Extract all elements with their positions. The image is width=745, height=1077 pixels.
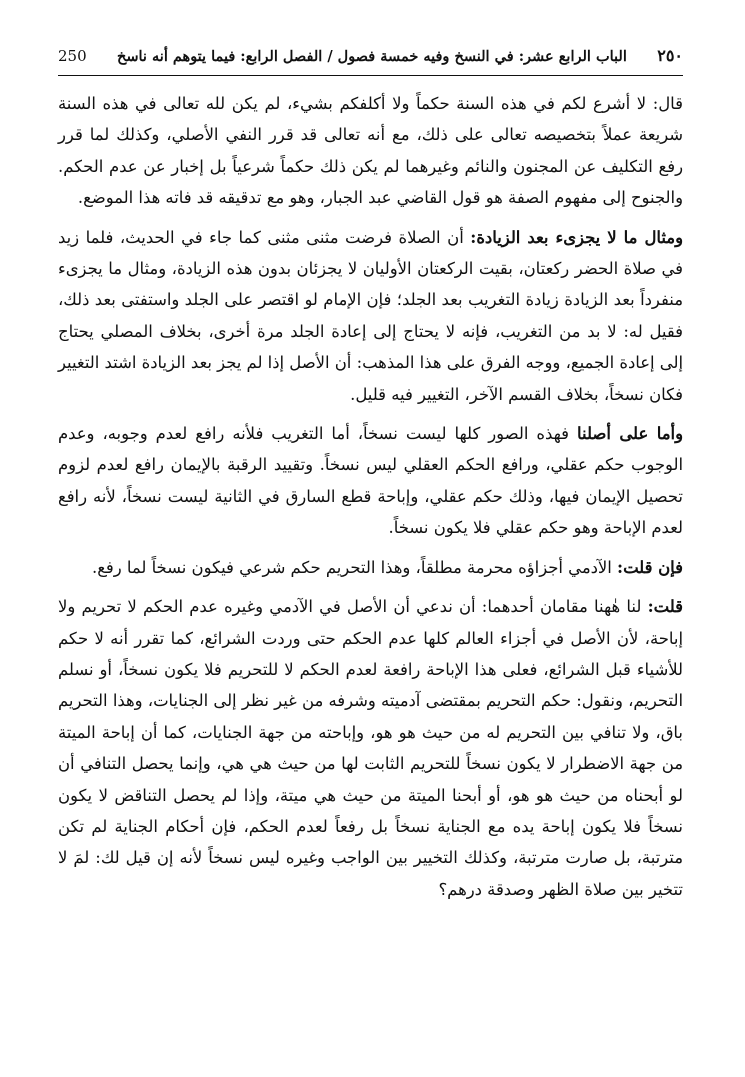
body-text: [58, 88, 683, 905]
paragraph: [58, 222, 683, 410]
running-title: الباب الرابع عشر: في النسخ وفيه خمسة فصول / الفصل الرابع: فيما يتوهم أنه ناسخ: [117, 48, 627, 65]
paragraph: [58, 552, 683, 583]
paragraph-text: قال: لا أشرع لكم في هذه السنة حكماً ولا أكلفكم بشيء، لم يكن لله تعالى في هذه السنة شريعة عملاً بتخصيصه تعالى على ذلك، مع أنه تعالى قد قرر النفي الأصلي، وكذلك لما قرر رفع التكليف عن المجنون والنائم وغيرهما لم يكن ذلك حكماً شرعياً بل إخبار عن عدم الحكم. والجنوح إلى مفهوم الصفة هو قول القاضي عبد الجبار، وهو مع تدقيقه قد فاته هذا الموضع.: [58, 94, 683, 208]
paragraph: [58, 591, 683, 905]
paragraph-text: الآدمي أجزاؤه محرمة مطلقاً، وهذا التحريم حكم شرعي فيكون نسخاً لما رفع.: [92, 557, 618, 577]
header-rule: [58, 75, 683, 76]
paragraph-text: لنا هٰهنا مقامان أحدهما: أن ندعي أن الأصل في الآدمي وغيره عدم الحكم لا تحريم ولا إباحة، لأن الأصل في أجزاء العالم كلها عدم الحكم حتى وردت الشرائع، كما تقرر أنه لا حكم للأشياء قبل الشرائع، فعلى هذا الإباحة رافعة لعدم الحكم لا للتحريم فلا يكون نسخاً، أو نسلم التحريم، ونقول: حكم التحريم بمقتضى آدميته وشرفه من غير نظر إلى الجنايات، وهذا التحريم باق، ولا تنافي بين التحريم له من حيث هو هو، وإباحته من جهة الجنايات، كما أن إباحة الميتة من جهة الاضطرار لا يكون نسخاً للتحريم الثابت لها من حيث هي هي، وإنما يحصل التنافي أن لو أبحناه من حيث هو هو، أو أبحنا الميتة من حيث هي ميتة، وإذا لم يحصل التناقض لا يكون نسخاً فلا يكون إباحة يده مع الجناية نسخاً بل رفعاً لعدم الحكم، فإن أحكام الجناية لم تكن مترتبة، بل صارت مترتبة، وكذلك التخيير بين الواجب وغيره ليس نسخاً لأنه إن قيل لك: لمَ لا تتخير بين صلاة الظهر وصدقة درهم؟: [58, 597, 683, 899]
paragraph-lead: ومثال ما لا يجزىء بعد الزيادة:: [470, 227, 683, 247]
paragraph-lead: وأما على أصلنا: [577, 424, 683, 444]
paragraph-lead: فإن قلت:: [617, 557, 683, 577]
paragraph-text: فهذه الصور كلها ليست نسخاً، أما التغريب فلأنه رافع لعدم وجوبه، وعدم الوجوب حكم عقلي، ورافع الحكم العقلي ليس نسخاً. وتقييد الرقبة بالإيمان رافع لعدم لزوم تحصيل الإيمان فيها، وذلك حكم عقلي، وإباحة قطع السارق في الثانية ليست نسخاً، لأنه رافع لعدم الإباحة وهو حكم عقلي فلا يكون نسخاً.: [58, 424, 683, 538]
page-number-arabic: ٢٥٠: [657, 46, 683, 65]
paragraph: [58, 418, 683, 544]
page-number-latin: 250: [58, 47, 87, 65]
paragraph-lead: قلت:: [647, 597, 683, 617]
page-header: [58, 46, 683, 65]
paragraph-text: أن الصلاة فرضت مثنى مثنى كما جاء في الحديث، فلما زيد في صلاة الحضر ركعتان، بقيت الركعتان الأوليان لا يجزئان بدون هذه الزيادة، ومثال ما يجزىء منفرداً بعد الزيادة زيادة التغريب بعد الجلد؛ فإن الإمام لو اقتصر على الجلد واستفتى بعد ذلك، فقيل له: لا بد من التغريب، فإنه لا يحتاج إلى إعادة الجلد مرة أخرى، بخلاف المصلي يحتاج إلى إعادة الجميع، ووجه الفرق على هذا المذهب: أن الأصل إذا لم يجز بعد الزيادة اشتد التغيير فكان نسخاً، بخلاف القسم الآخر، التغيير فيه قليل.: [58, 227, 683, 404]
paragraph: [58, 88, 683, 214]
